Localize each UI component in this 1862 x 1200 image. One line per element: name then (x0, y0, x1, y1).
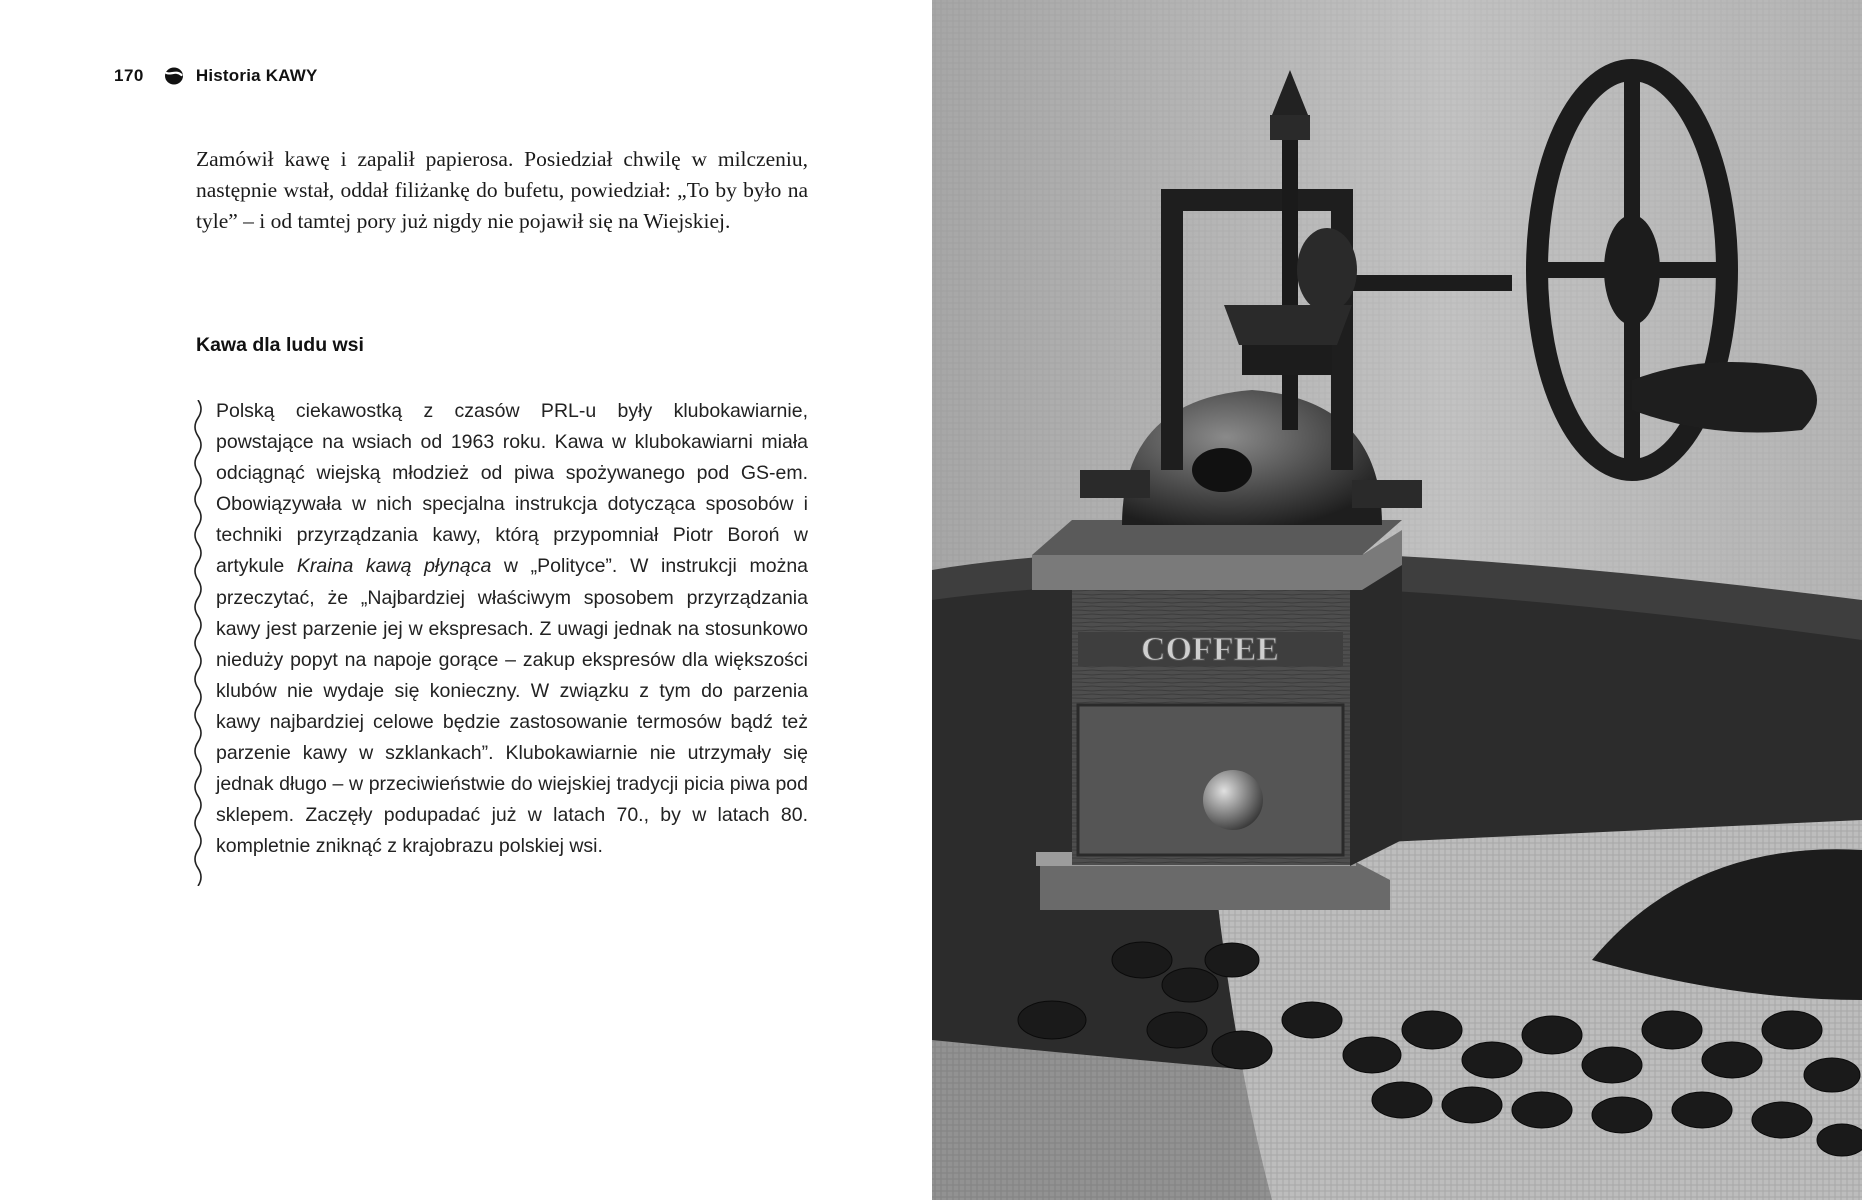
grinder-label: COFFEE (1141, 631, 1279, 668)
sidebar-text-before: Polską ciekawostką z czasów PRL-u były klubokawiarnie, powstające na wsiach od 1963 roku. Kawa w klubokawiarni miała odciągnąć wiejską młodzież od piwa spożywanego pod GS-em. Obowiązywała w nich specjalna instrukcja dotycząca sposobów i techniki przyrządzania kawy, którą przypomniał Piotr Boroń w artykule (216, 400, 808, 578)
wavy-line-ornament (190, 400, 206, 886)
article-title: Kraina kawą płynąca (296, 555, 492, 578)
page-number: 170 (114, 66, 144, 85)
running-head (114, 64, 318, 88)
coffee-bean-icon (164, 66, 184, 86)
sidebar-box (190, 396, 820, 888)
body-paragraph: Zamówił kawę i zapalił papierosa. Posiedział chwilę w milczeniu, następnie wstał, oddał filiżankę do bufetu, powiedział: „To by było na tyle” – i od tamtej pory już nigdy nie pojawił się na Wiejskiej. (196, 147, 808, 233)
sidebar-text-after: w „Polityce”. W instrukcji można przeczytać, że „Najbardziej właściwym sposobem przyrządzania kawy jest parzenie jej w ekspresach. Z uwagi jednak na stosunkowo nieduży popyt na napoje gorące – zakup ekspresów dla większości klubów nie wydaje się konieczny. W związku z tym do parzenia kawy najbardziej celowe będzie zastosowanie termosów bądź też parzenie kawy w szklankach”. Klubokawiarnie nie utrzymały się jednak długo – w przeciwieństwie do wiejskiej tradycji picia piwa pod sklepem. Zaczęły podupadać już w latach 70., by w latach 80. kompletnie zniknąć z krajobrazu polskiej wsi. (216, 555, 809, 858)
sidebar-text (216, 396, 808, 862)
coffee-grinder-photo (932, 0, 1862, 1200)
section-heading: Kawa dla ludu wsi (196, 334, 364, 356)
photo-illustration (932, 0, 1862, 1200)
book-title: Historia KAWY (195, 66, 318, 85)
